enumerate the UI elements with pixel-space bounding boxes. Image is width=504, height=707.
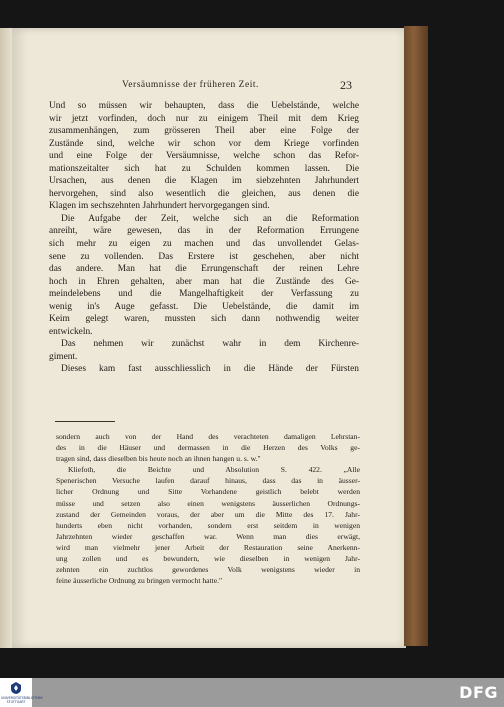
text-line: und eine Folge der Versäumnisse, welche schon das Refor- xyxy=(49,151,359,162)
running-head xyxy=(12,80,406,94)
facing-page-edge xyxy=(0,28,12,648)
running-title: Versäumnisse der früheren Zeit. xyxy=(122,80,259,90)
book-page xyxy=(12,28,406,648)
library-logo[interactable] xyxy=(0,678,43,707)
footnote-line: hunderts eben nicht vorhanden, sondern erst seitdem in wenigen xyxy=(56,520,360,530)
text-line: Die Aufgabe der Zeit, welche sich an die Reformation xyxy=(61,213,359,224)
footnote-line: tragen sind, dass dieselben bis heute noch an ihnen hangen u. s. w." xyxy=(56,454,261,464)
text-line: Klagen im sechszehnten Jahrhundert hervorgegangen sind. xyxy=(49,201,270,212)
text-line: sich mehr zu eigen zu machen und das unvollendet Gelas- xyxy=(49,239,359,250)
footnote-line: Kliefoth, die Beichte und Absolution S. 422. „Alle xyxy=(68,465,360,475)
text-line: hoch in Ehren gehalten, aber man hat die Zustände des Ge- xyxy=(49,276,359,287)
library-logo-text: UNIVERSITÄTSBIBLIOTHEK STUTTGART xyxy=(1,696,43,704)
body-text xyxy=(49,100,359,376)
footnote-line: zehnten ein zuchtlos gewordenes Volk wenigstens wieder in xyxy=(56,565,360,575)
footnote-line: feine äusserliche Ordnung zu bringen vermocht hatte." xyxy=(56,576,223,586)
dfg-logo[interactable]: DFG xyxy=(459,683,498,702)
text-line: Ursachen, aus denen die Klagen im siebzehnten Jahrhundert xyxy=(49,176,359,187)
text-line: zusammenhängen, zum grösseren Theil aber eine Folge der xyxy=(49,126,359,137)
footnote-line: müsse und setzen also einen wenigstens äusserlichen Ordnungs- xyxy=(56,498,360,508)
text-line: meindelebens und die Mangelhaftigkeit der Verfassung zu xyxy=(49,289,359,300)
footnote-line: zustand der Gemeinden voraus, der aber um die Mitte des 17. Jahr- xyxy=(56,509,360,519)
book-cover-edge xyxy=(404,26,428,646)
text-line: hervorgehen, sind also wesentlich die gleichen, aus denen die xyxy=(49,188,359,199)
text-line: Dieses kam fast ausschliesslich in die Hände der Fürsten xyxy=(61,364,359,375)
footnote-line: wird man vielmehr jener Arbeit der Restauration seine Anerkenn- xyxy=(56,542,360,552)
text-line: giment. xyxy=(49,351,78,362)
text-line: Das nehmen wir zunächst wahr in dem Kirchenre- xyxy=(61,339,359,350)
footnote-text xyxy=(56,431,360,586)
footnote-line: ung zollen und es bewundern, wie dieselben in wenigen Jahr- xyxy=(56,554,360,564)
footnote-line: sondern auch von der Hand des verachteten damaligen Lehrstan- xyxy=(56,432,360,441)
text-line: das andere. Man hat die Errungenschaft der reinen Lehre xyxy=(49,264,359,275)
text-line: entwickeln. xyxy=(49,326,93,337)
footnote-line: licher Ordnung und Sitte Vorhandene geistlich belebt werden xyxy=(56,487,360,497)
footnote-line: Jahrzehnten wieder geschaffen war. Wenn man dies erwägt, xyxy=(56,531,360,541)
page-number: 23 xyxy=(340,78,352,92)
text-line: mationszeitalter sich hat zu Schulden kommen lassen. Die xyxy=(49,163,359,174)
text-line: wir jetzt vorfinden, doch nur zu einigem Theil mit dem Krieg xyxy=(49,113,359,124)
footnote-rule xyxy=(55,421,115,422)
text-line: wenig in's Auge gefasst. Die Uebelstände, die damit im xyxy=(49,301,359,312)
text-line: anreiht, wäre gewesen, das in der Reformation Errungene xyxy=(49,226,359,237)
footnote-line: Spenerischen Versuche laufen darauf hinaus, dass das in äusser- xyxy=(56,476,360,486)
footnote-line: des in die Häuser und dermassen in die Herzen des Volks ge- xyxy=(56,443,360,453)
viewer-footer-bar xyxy=(0,678,504,707)
text-line: sene zu vollenden. Das Erstere ist geschehen, aber nicht xyxy=(49,251,359,262)
text-line: Und so müssen wir behaupten, dass die Uebelstände, welche xyxy=(49,101,359,111)
library-crest-icon xyxy=(9,681,23,695)
text-line: Keim gelegt waren, mussten sich dann nothwendig weiter xyxy=(49,314,359,325)
text-line: Zustände sind, welche wir schon vor dem Kriege vorfinden xyxy=(49,138,359,149)
